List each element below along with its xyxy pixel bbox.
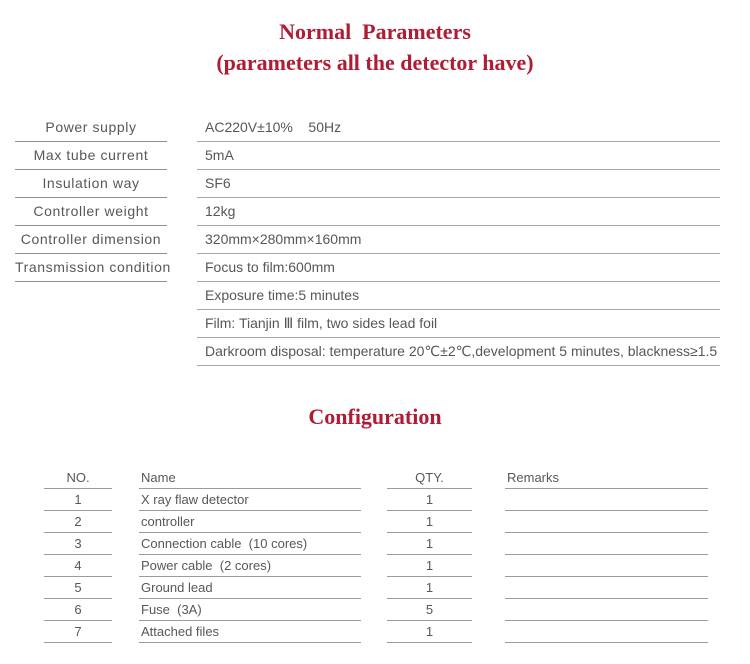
param-value: Exposure time:5 minutes — [197, 282, 720, 310]
config-header-remarks: Remarks — [505, 467, 708, 489]
config-no-cell: 1 — [44, 489, 112, 511]
param-label: Controller weight — [15, 198, 167, 226]
config-no-cell: 4 — [44, 555, 112, 577]
config-qty-cell: 1 — [387, 555, 472, 577]
param-value: Focus to film:600mm — [197, 254, 720, 282]
config-header-name: Name — [139, 467, 361, 489]
config-remarks-cell — [505, 555, 708, 577]
config-qty-cell: 1 — [387, 533, 472, 555]
param-value: Darkroom disposal: temperature 20℃±2℃,development 5 minutes, blackness≥1.5 — [197, 338, 720, 366]
parameters-value-column — [197, 114, 720, 366]
config-remarks-cell — [505, 599, 708, 621]
param-value: 12kg — [197, 198, 720, 226]
param-label: Transmission condition — [15, 254, 167, 282]
config-name-cell: Fuse (3A) — [139, 599, 361, 621]
config-qty-cell: 1 — [387, 621, 472, 643]
parameters-label-column — [15, 114, 171, 282]
param-value: Film: Tianjin Ⅲ film, two sides lead foil — [197, 310, 720, 338]
config-remarks-cell — [505, 533, 708, 555]
config-name-cell: Ground lead — [139, 577, 361, 599]
config-qty-cell: 1 — [387, 511, 472, 533]
config-remarks-cell — [505, 621, 708, 643]
config-column-name — [139, 467, 361, 643]
config-remarks-cell — [505, 489, 708, 511]
param-value: AC220V±10% 50Hz — [197, 114, 720, 142]
param-label: Insulation way — [15, 170, 167, 198]
config-name-cell: Power cable (2 cores) — [139, 555, 361, 577]
config-no-cell: 6 — [44, 599, 112, 621]
config-qty-cell: 5 — [387, 599, 472, 621]
config-qty-cell: 1 — [387, 489, 472, 511]
config-remarks-cell — [505, 511, 708, 533]
config-remarks-cell — [505, 577, 708, 599]
param-label: Max tube current — [15, 142, 167, 170]
config-header-no: NO. — [44, 467, 112, 489]
config-no-cell: 7 — [44, 621, 112, 643]
config-header-qty: QTY. — [387, 467, 472, 489]
config-name-cell: Attached files — [139, 621, 361, 643]
param-value: 5mA — [197, 142, 720, 170]
config-name-cell: X ray flaw detector — [139, 489, 361, 511]
config-name-cell: controller — [139, 511, 361, 533]
page-title-line1: Normal Parameters — [279, 19, 471, 44]
config-qty-cell: 1 — [387, 577, 472, 599]
config-column-qty — [387, 467, 472, 643]
config-column-remarks — [505, 467, 708, 643]
config-name-cell: Connection cable (10 cores) — [139, 533, 361, 555]
configuration-title: Configuration — [308, 404, 442, 429]
param-value: SF6 — [197, 170, 720, 198]
config-column-no — [44, 467, 112, 643]
page-title-line2: (parameters all the detector have) — [216, 50, 534, 75]
param-label: Controller dimension — [15, 226, 167, 254]
config-no-cell: 2 — [44, 511, 112, 533]
page-title — [0, 16, 750, 78]
config-no-cell: 3 — [44, 533, 112, 555]
config-no-cell: 5 — [44, 577, 112, 599]
param-value: 320mm×280mm×160mm — [197, 226, 720, 254]
param-label: Power supply — [15, 114, 167, 142]
